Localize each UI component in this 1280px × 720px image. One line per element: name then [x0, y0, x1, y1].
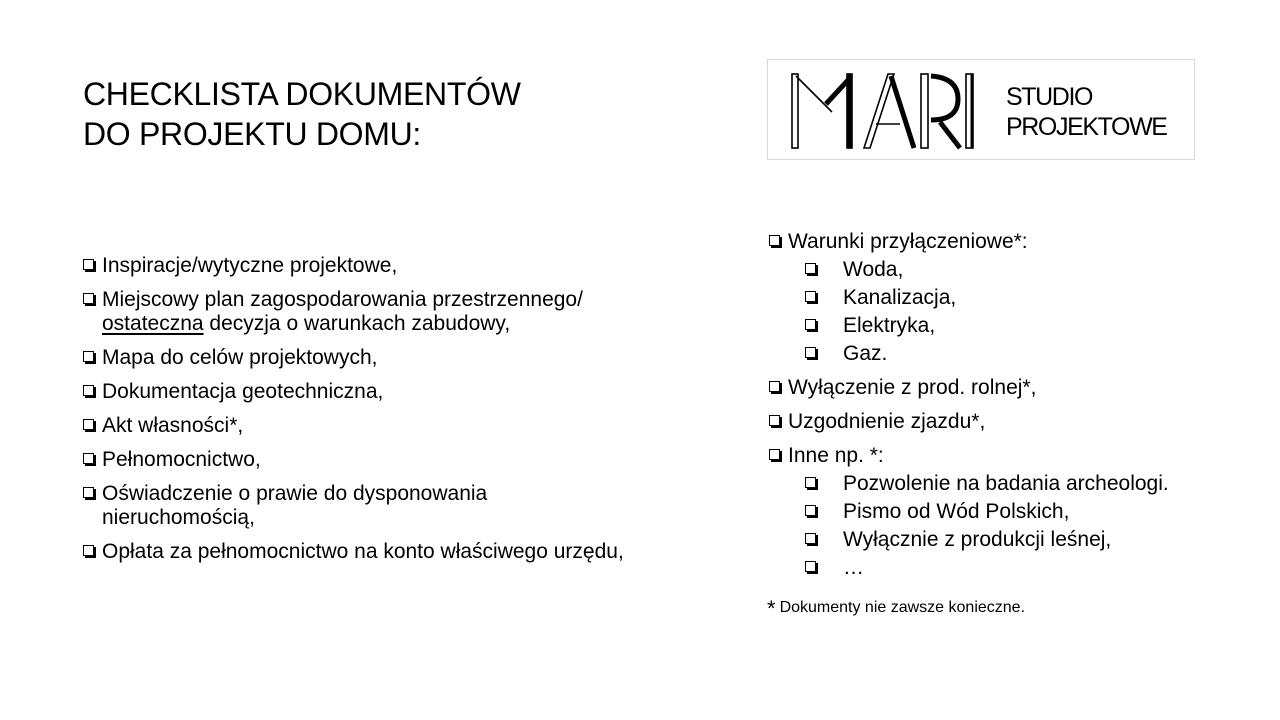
- checkbox-icon[interactable]: [83, 453, 94, 464]
- checklist-item[interactable]: Pełnomocnictwo,: [83, 448, 683, 472]
- checkbox-icon[interactable]: [83, 259, 94, 270]
- sub-checklist-item[interactable]: Kanalizacja,: [769, 286, 1249, 310]
- checkbox-icon[interactable]: [805, 561, 816, 572]
- checkbox-icon[interactable]: [805, 505, 816, 516]
- checkbox-icon[interactable]: [83, 545, 94, 556]
- checkbox-icon[interactable]: [805, 533, 816, 544]
- checkbox-icon[interactable]: [83, 385, 94, 396]
- studio-line-2: PROJEKTOWE: [1006, 113, 1167, 141]
- checklist-item[interactable]: Oświadczenie o prawie do dysponowania nieruchomością,: [83, 482, 542, 530]
- checkbox-icon[interactable]: [83, 487, 94, 498]
- checkbox-icon[interactable]: [83, 419, 94, 430]
- sub-checklist-item[interactable]: Pozwolenie na badania archeologi.: [769, 472, 1249, 496]
- checkbox-icon[interactable]: [769, 449, 780, 460]
- sub-checklist-item[interactable]: Pismo od Wód Polskich,: [769, 500, 1249, 524]
- checklist-item[interactable]: Opłata za pełnomocnictwo na konto właściwego urzędu,: [83, 540, 683, 564]
- studio-name: [1006, 82, 1167, 142]
- studio-logo: [767, 59, 1195, 160]
- checklist-item[interactable]: Akt własności*,: [83, 414, 683, 438]
- checklist-item[interactable]: Uzgodnienie zjazdu*,: [769, 410, 1249, 434]
- studio-line-1: STUDIO: [1006, 83, 1093, 111]
- sub-checklist: [769, 472, 1249, 580]
- checklist-item[interactable]: Dokumentacja geotechniczna,: [83, 380, 683, 404]
- sub-checklist-item[interactable]: Gaz.: [769, 342, 1249, 366]
- checklist-item[interactable]: Mapa do celów projektowych,: [83, 346, 683, 370]
- checklist-item[interactable]: Warunki przyłączeniowe*:: [769, 230, 1249, 254]
- underlined-word: ostateczna: [102, 312, 204, 335]
- asterisk: *: [767, 596, 776, 621]
- checklist-item[interactable]: Inspiracje/wytyczne projektowe,: [83, 254, 683, 278]
- checklist-item[interactable]: Miejscowy plan zagospodarowania przestrzennego/ ostateczna decyzja o warunkach zabudowy,: [83, 288, 683, 336]
- left-checklist: [83, 254, 683, 574]
- checkbox-icon[interactable]: [805, 263, 816, 274]
- checkbox-icon[interactable]: [805, 291, 816, 302]
- sub-checklist: [769, 258, 1249, 366]
- checkbox-icon[interactable]: [805, 347, 816, 358]
- page-title: [83, 74, 521, 154]
- sub-checklist-item[interactable]: Wyłącznie z produkcji leśnej,: [769, 528, 1249, 552]
- checkbox-icon[interactable]: [83, 351, 94, 362]
- checklist-item[interactable]: Inne np. *:: [769, 444, 1249, 468]
- mari-logo-mark-icon: [790, 72, 975, 150]
- footnote: [767, 598, 1025, 619]
- checkbox-icon[interactable]: [805, 319, 816, 330]
- checkbox-icon[interactable]: [769, 235, 780, 246]
- right-checklist: [769, 230, 1249, 584]
- sub-checklist-item[interactable]: Woda,: [769, 258, 1249, 282]
- sub-checklist-item[interactable]: …: [769, 556, 1249, 580]
- checkbox-icon[interactable]: [805, 477, 816, 488]
- title-line-2: DO PROJEKTU DOMU:: [83, 116, 422, 152]
- title-line-1: CHECKLISTA DOKUMENTÓW: [83, 76, 521, 112]
- sub-checklist-item[interactable]: Elektryka,: [769, 314, 1249, 338]
- checkbox-icon[interactable]: [83, 293, 94, 304]
- footnote-text: Dokumenty nie zawsze konieczne.: [779, 599, 1026, 616]
- checklist-item[interactable]: Wyłączenie z prod. rolnej*,: [769, 376, 1249, 400]
- checkbox-icon[interactable]: [769, 381, 780, 392]
- checkbox-icon[interactable]: [769, 415, 780, 426]
